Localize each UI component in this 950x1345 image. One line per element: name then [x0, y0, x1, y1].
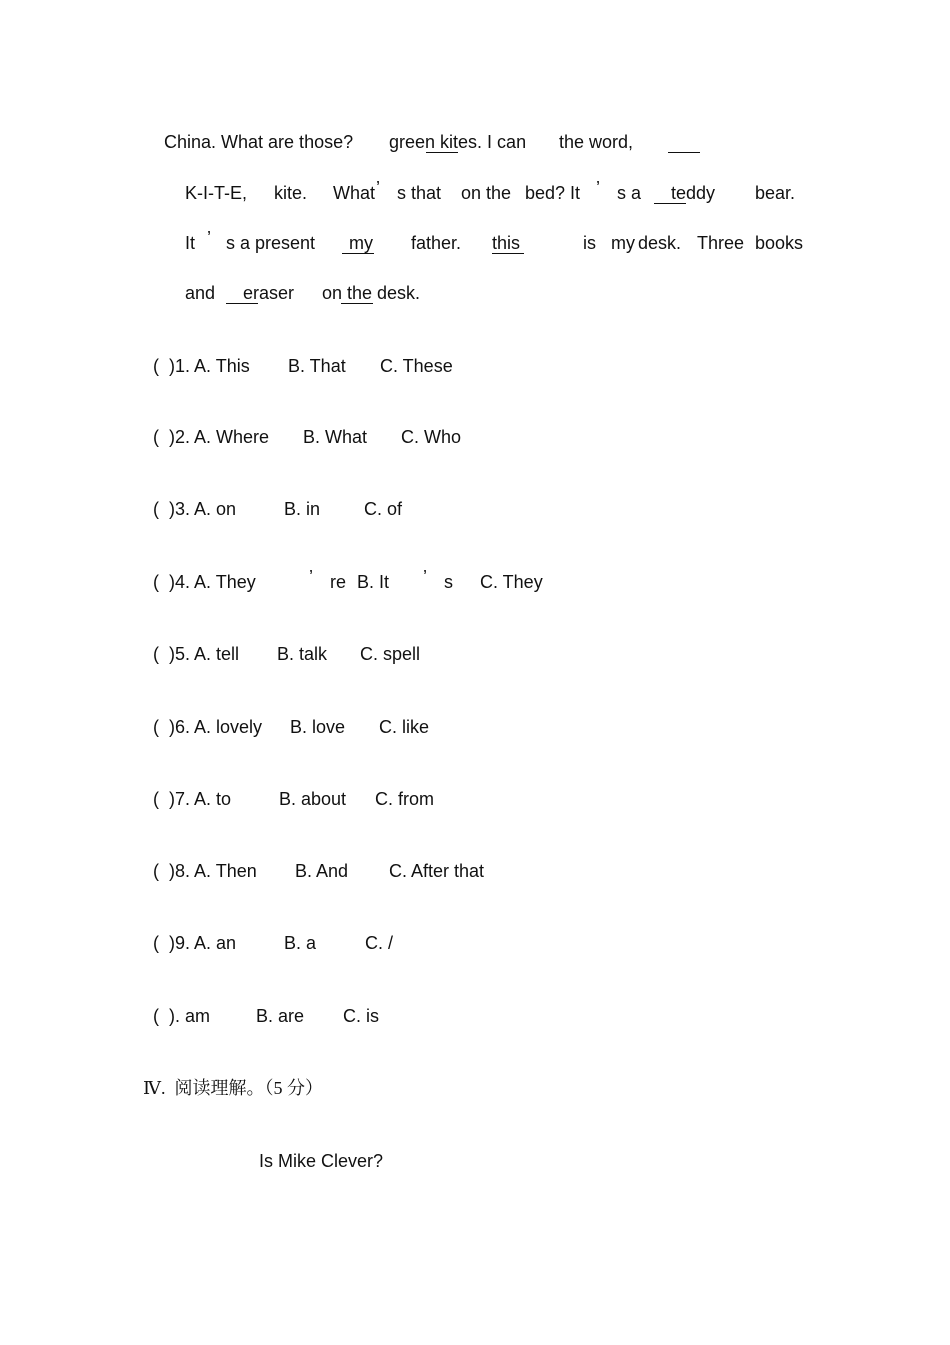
passage-text: K-I-T-E, [185, 183, 247, 203]
option-c: C. of [364, 499, 403, 519]
passage-text: What [333, 183, 376, 203]
option-b: B. in [284, 499, 321, 519]
passage-text: desk. [377, 283, 421, 303]
option-b: B. What [303, 427, 368, 447]
passage-text: books [755, 233, 804, 253]
reading-title: Is Mike Clever? [259, 1151, 384, 1171]
apostrophe: ’ [423, 567, 427, 587]
option-a-suffix: re [330, 572, 347, 592]
option-b: B. It [357, 572, 390, 592]
apostrophe: ’ [207, 228, 211, 248]
question-number: ( ). am [153, 1006, 210, 1026]
passage-text: eraser [243, 283, 295, 303]
passage-text: my [349, 233, 373, 253]
option-c: C. from [375, 789, 435, 809]
question-number: ( )2. A. Where [153, 427, 270, 447]
passage-text: and [185, 283, 216, 303]
option-b: B. love [290, 717, 346, 737]
blank-line [668, 152, 700, 153]
passage-text: s a present [226, 233, 316, 253]
passage-text: on the [322, 283, 373, 303]
option-c: C. Who [401, 427, 462, 447]
question-number: ( )1. A. This [153, 356, 250, 376]
blank-line [426, 152, 458, 153]
question-number: ( )6. A. lovely [153, 717, 263, 737]
option-b: B. talk [277, 644, 328, 664]
blank-line [492, 253, 524, 254]
question-number: ( )5. A. tell [153, 644, 240, 664]
passage-text: my [611, 233, 635, 253]
passage-text: this [492, 233, 521, 253]
passage-text: desk. [638, 233, 682, 253]
passage-text: on the [461, 183, 512, 203]
section-heading: Ⅳ. 阅读理解。（5 分） [143, 1078, 323, 1098]
passage-text: It [185, 233, 196, 253]
blank-line [654, 203, 686, 204]
passage-text: the word, [559, 132, 634, 152]
option-c: C. spell [360, 644, 421, 664]
blank-line [342, 253, 374, 254]
option-b: B. And [295, 861, 349, 881]
option-b: B. a [284, 933, 317, 953]
option-c: C. / [365, 933, 394, 953]
blank-line [226, 303, 258, 304]
question-number: ( )8. A. Then [153, 861, 257, 881]
option-b-suffix: s [444, 572, 453, 592]
passage-text: s a [617, 183, 642, 203]
passage-text: green kites. I can [389, 132, 527, 152]
option-c: C. like [379, 717, 430, 737]
passage-text: s that [397, 183, 442, 203]
passage-text: Three [697, 233, 745, 253]
option-b: B. are [256, 1006, 305, 1026]
option-c: C. These [380, 356, 453, 376]
question-number: ( )4. A. They [153, 572, 256, 592]
passage-text: father. [411, 233, 462, 253]
option-c: C. They [480, 572, 543, 592]
passage-text: kite. [274, 183, 308, 203]
blank-line [341, 303, 373, 304]
question-number: ( )9. A. an [153, 933, 237, 953]
option-b: B. That [288, 356, 346, 376]
apostrophe: ’ [376, 178, 380, 198]
apostrophe: ’ [596, 178, 600, 198]
passage-text: is [583, 233, 596, 253]
apostrophe: ’ [309, 567, 313, 587]
passage-text: China. What are those? [164, 132, 354, 152]
passage-text: teddy [671, 183, 716, 203]
option-c: C. is [343, 1006, 379, 1026]
passage-text: bed? It [525, 183, 581, 203]
passage-text: bear. [755, 183, 796, 203]
option-c: C. After that [389, 861, 485, 881]
question-number: ( )7. A. to [153, 789, 232, 809]
question-number: ( )3. A. on [153, 499, 237, 519]
option-b: B. about [279, 789, 347, 809]
